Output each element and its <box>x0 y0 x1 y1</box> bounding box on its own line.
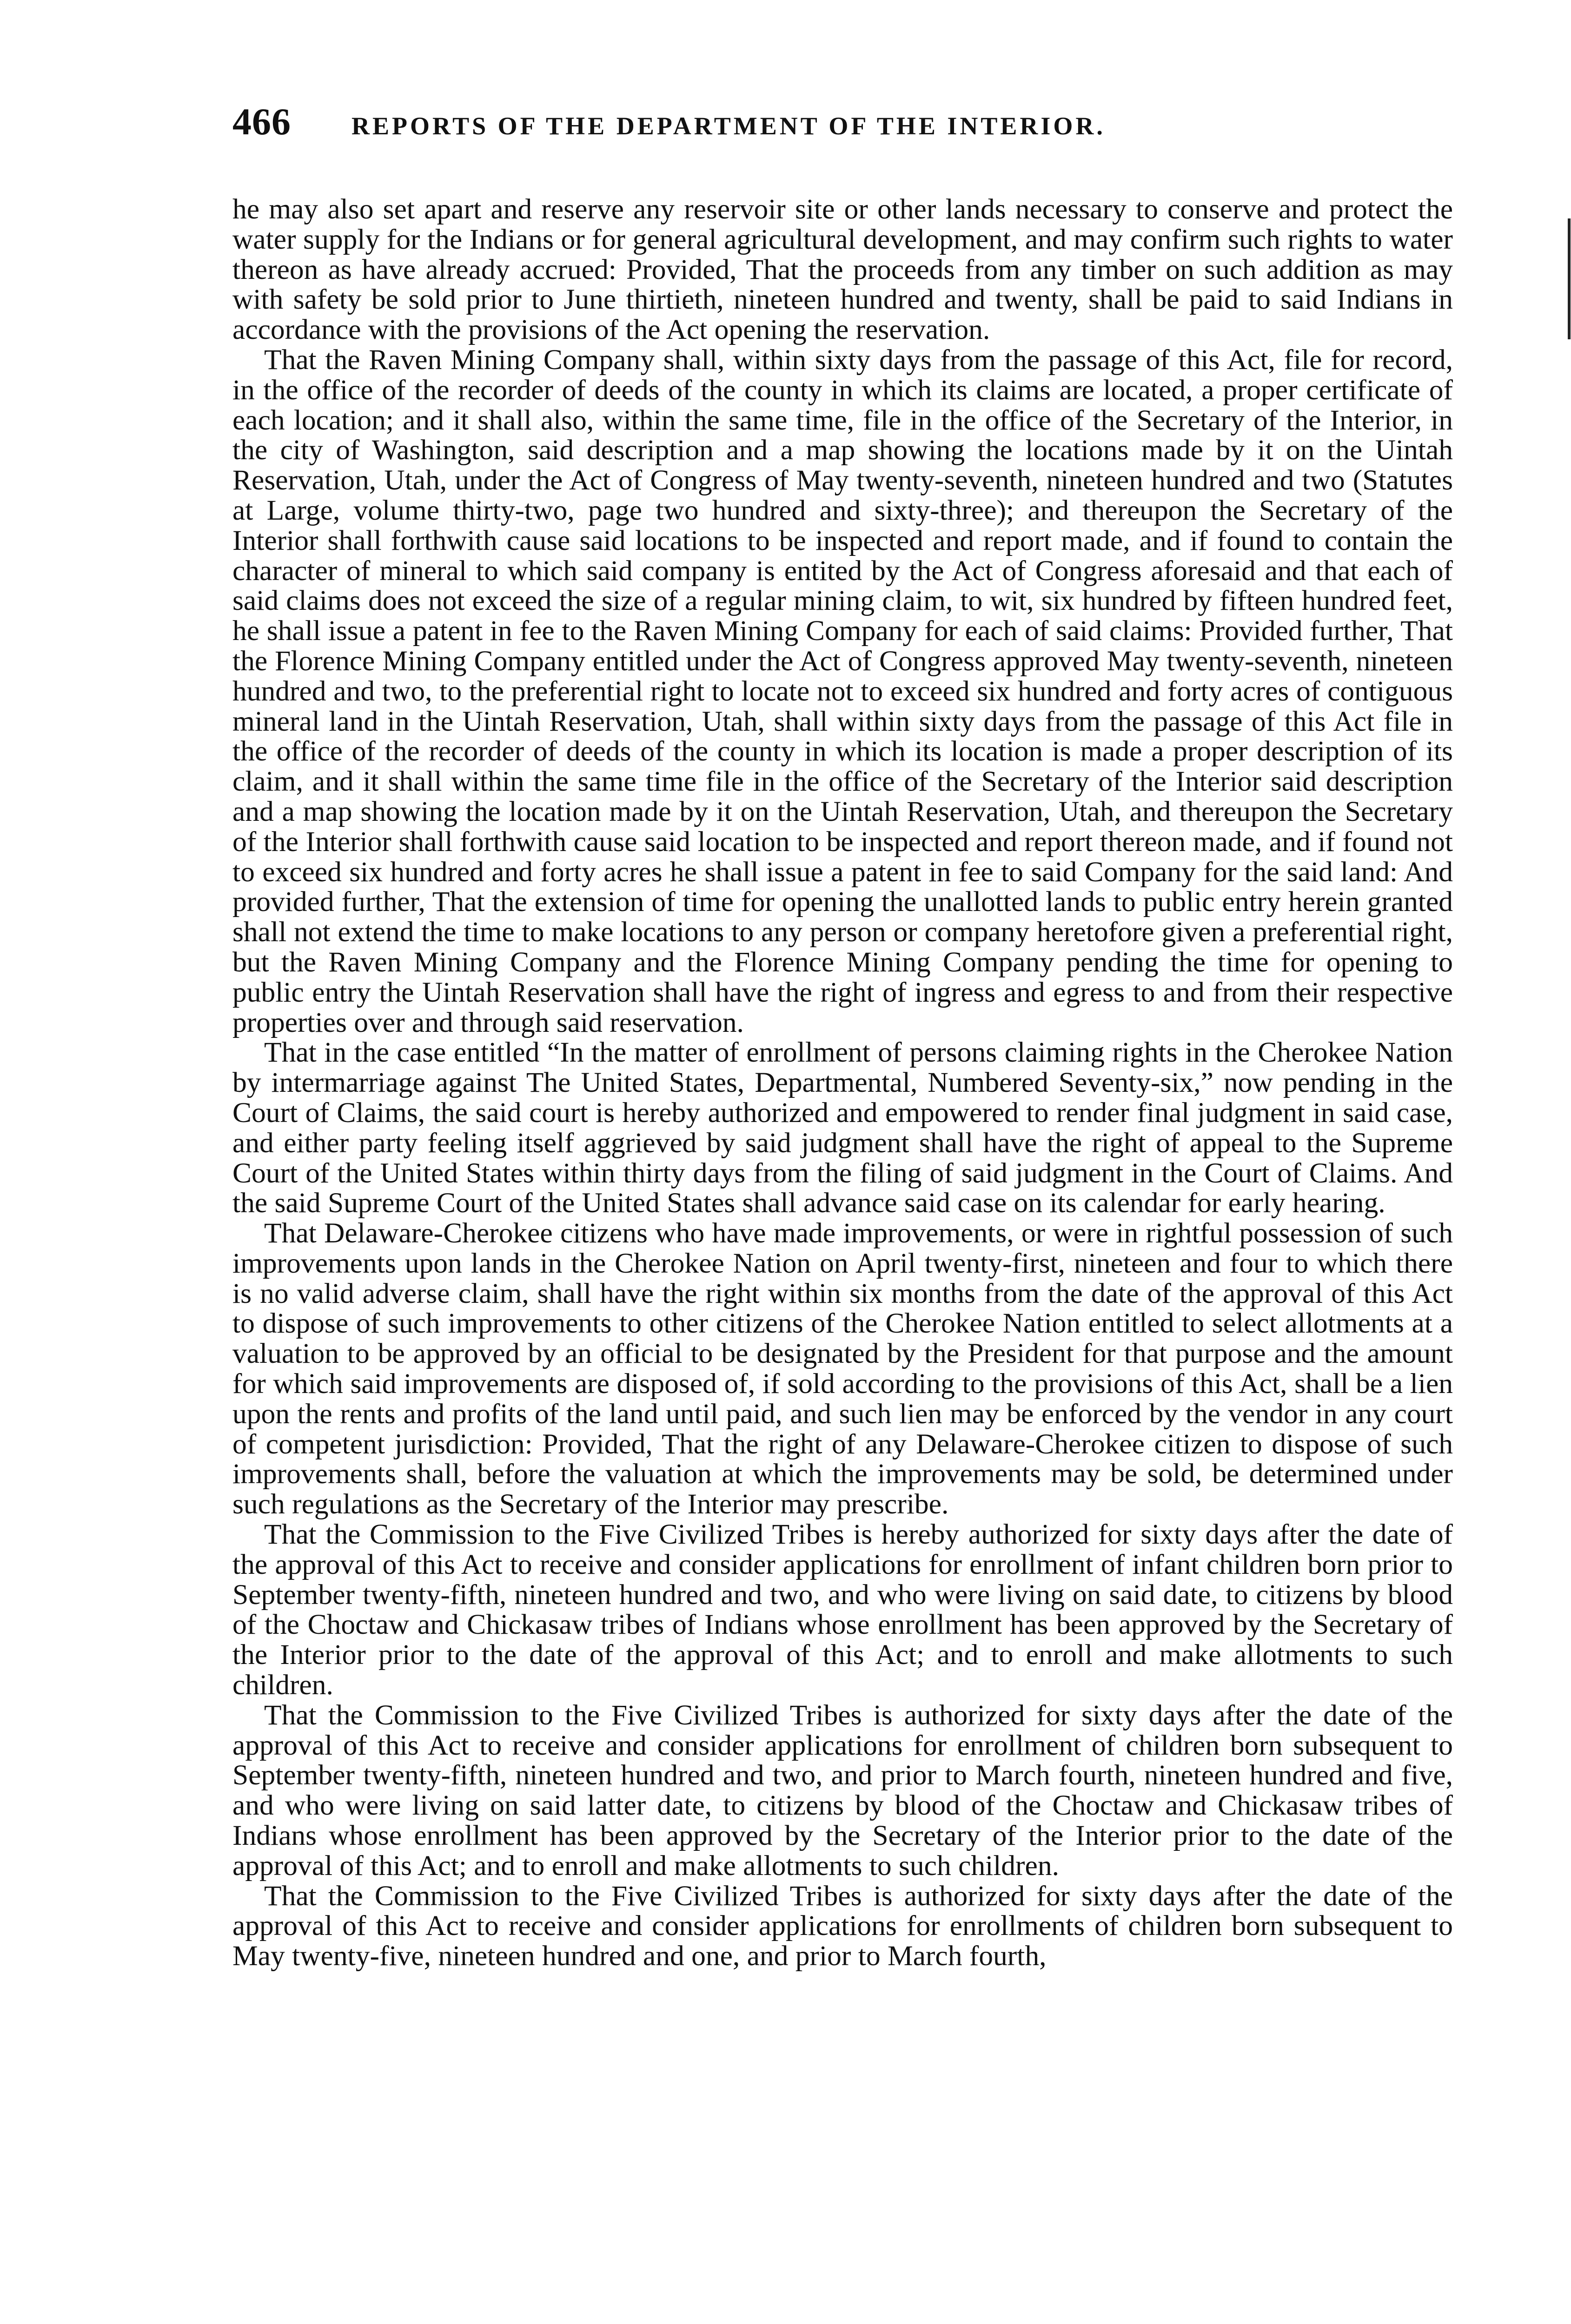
paragraph-children-subsequent-enrollment: That the Commission to the Five Civilized Tribes is authorized for sixty days after the date of the approval of this Act to receive and consider applications for enrollment of children born subsequent to September twenty-fifth, nineteen hundred and two, and prior to March fourth, nineteen hundred and five, and who were living on said latter date, to citizens by blood of the Choctaw and Chickasaw tribes of Indians whose enrollment has been approved by the Secretary of the Interior prior to the date of the approval of this Act; and to enroll and make allotments to such children. <box>232 1699 1453 1882</box>
running-head: REPORTS OF THE DEPARTMENT OF THE INTERIOR. <box>351 112 1106 140</box>
paragraph-continuation: he may also set apart and reserve any reservoir site or other lands necessary to conserve and protect the water supply for the Indians or for general agricultural development, and may confirm such rights to water thereon as have already accrued: Provided, That the proceeds from any timber on such addition as may with safety be sold prior to June thirtieth, nineteen hundred and twenty, shall be paid to said Indians in accordance with the provisions of the Act opening the reservation. <box>232 193 1453 346</box>
paragraph-enrollments-may-twenty-five: That the Commission to the Five Civilized Tribes is authorized for sixty days after the date of the approval of this Act to receive and consider applications for enrollments of children born subsequent to May twenty-five, nineteen hundred and one, and prior to March fourth, <box>232 1880 1453 1972</box>
paragraph-raven-mining: That the Raven Mining Company shall, within sixty days from the passage of this Act, file for record, in the office of the recorder of deeds of the county in which its claims are located, a proper certificate of each location; and it shall also, within the same time, file in the office of the Secretary of the Interior, in the city of Washington, said description and a map showing the locations made by it on the Uintah Reservation, Utah, under the Act of Congress of May twenty-seventh, nineteen hundred and two (Statutes at Large, volume thirty-two, page two hundred and sixty-three); and thereupon the Secretary of the Interior shall forthwith cause said locations to be inspected and report made, and if found to contain the character of mineral to which said company is entited by the Act of Congress aforesaid and that each of said claims does not exceed the size of a regular mining claim, to wit, six hundred by fifteen hundred feet, he shall issue a patent in fee to the Raven Mining Company for each of said claims: Provided further, That the Florence Mining Company entitled under the Act of Congress approved May twenty-seventh, nineteen hundred and two, to the preferential right to locate not to exceed six hundred and forty acres of contiguous mineral land in the Uintah Reservation, Utah, shall within sixty days from the passage of this Act file in the office of the recorder of deeds of the county in which its location is made a proper description of its claim, and it shall within the same time file in the office of the Secretary of the Interior said description and a map showing the location made by it on the Uintah Reservation, Utah, and thereupon the Secretary of the Interior shall forthwith cause said location to be inspected and report thereon made, and if found not to exceed six hundred and forty acres he shall issue a patent in fee to said Company for the said land: And provided further, That the extension of time for opening the unallotted lands to public entry herein granted shall not extend the time to make locations to any person or company heretofore given a preferential right, but the Raven Mining Company and the Florence Mining Company pending the time for opening to public entry the Uintah Reservation shall have the right of ingress and egress to and from their respective properties over and through said reservation. <box>232 343 1453 1038</box>
paragraph-cherokee-enrollment-case: That in the case entitled “In the matter of enrollment of persons claiming rights in the Cherokee Nation by intermarriage against The United States, Departmental, Numbered Seventy-six,” now pending in the Court of Claims, the said court is hereby authorized and empowered to render final judgment in said case, and either party feeling itself aggrieved by said judgment shall have the right of appeal to the Supreme Court of the United States within thirty days from the filing of said judgment in the Court of Claims. And the said Supreme Court of the United States shall advance said case on its calendar for early hearing. <box>232 1037 1453 1219</box>
margin-mark <box>1568 218 1571 339</box>
paragraph-delaware-cherokee-improvements: That Delaware-Cherokee citizens who have made improvements, or were in rightful possession of such improvements upon lands in the Cherokee Nation on April twenty-first, nineteen and four to which there is no valid adverse claim, shall have the right within six months from the date of the approval of this Act to dispose of such improvements to other citizens of the Cherokee Nation entitled to select allotments at a valuation to be approved by an official to be designated by the President for that purpose and the amount for which said improvements are disposed of, if sold according to the provisions of this Act, shall be a lien upon the rents and profits of the land until paid, and such lien may be enforced by the vendor in any court of competent jurisdiction: Provided, That the right of any Delaware-Cherokee citizen to dispose of such improvements shall, before the valuation at which the improvements may be sold, be determined under such regulations as the Secretary of the Interior may prescribe. <box>232 1217 1453 1520</box>
body-text <box>232 194 1453 1971</box>
page-header <box>232 100 1358 151</box>
page-number: 466 <box>232 100 291 143</box>
paragraph-infant-children-enrollment: That the Commission to the Five Civilized Tribes is hereby authorized for sixty days after the date of the approval of this Act to receive and consider applications for enrollment of infant children born prior to September twenty-fifth, nineteen hundred and two, and who were living on said date, to citizens by blood of the Choctaw and Chickasaw tribes of Indians whose enrollment has been approved by the Secretary of the Interior prior to the date of the approval of this Act; and to enroll and make allotments to such children. <box>232 1519 1453 1701</box>
